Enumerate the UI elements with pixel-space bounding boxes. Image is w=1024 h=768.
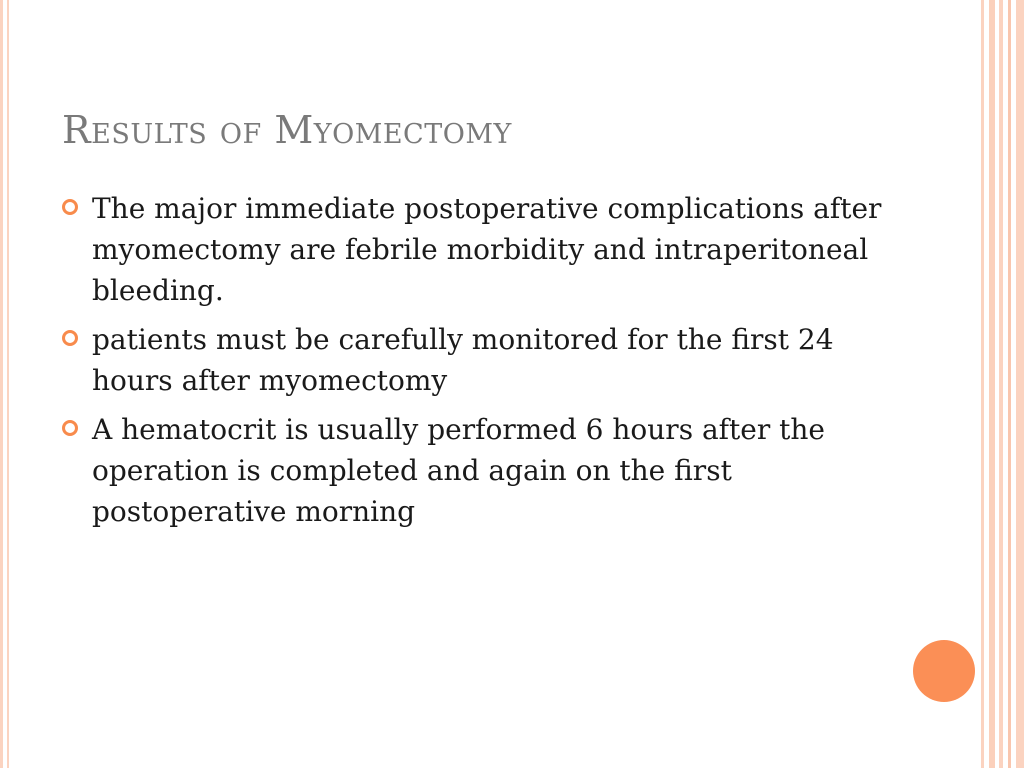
bullet-list xyxy=(62,188,922,540)
right-decor-stripe xyxy=(989,0,995,768)
left-decor-stripe xyxy=(0,0,3,768)
slide-title: Results of Myomectomy xyxy=(62,108,512,152)
right-decor-stripe xyxy=(1016,0,1024,768)
bullet-ring-icon xyxy=(62,199,78,215)
bullet-ring-icon xyxy=(62,420,78,436)
right-decor-stripe xyxy=(1008,0,1011,768)
bullet-item xyxy=(62,188,922,311)
bullet-ring-icon xyxy=(62,330,78,346)
bullet-text: patients must be carefully monitored for the first 24 hours after myomectomy xyxy=(92,323,834,397)
right-decor-stripe xyxy=(981,0,984,768)
right-decor-stripe xyxy=(999,0,1003,768)
bullet-item xyxy=(62,409,922,532)
bullet-text: A hematocrit is usually performed 6 hours after the operation is completed and again on the first postoperative morning xyxy=(92,413,825,528)
bullet-item xyxy=(62,319,922,401)
decorative-circle xyxy=(913,640,975,702)
bullet-text: The major immediate postoperative complications after myomectomy are febrile morbidity and intraperitoneal bleeding. xyxy=(92,192,882,307)
left-decor-stripe xyxy=(7,0,9,768)
